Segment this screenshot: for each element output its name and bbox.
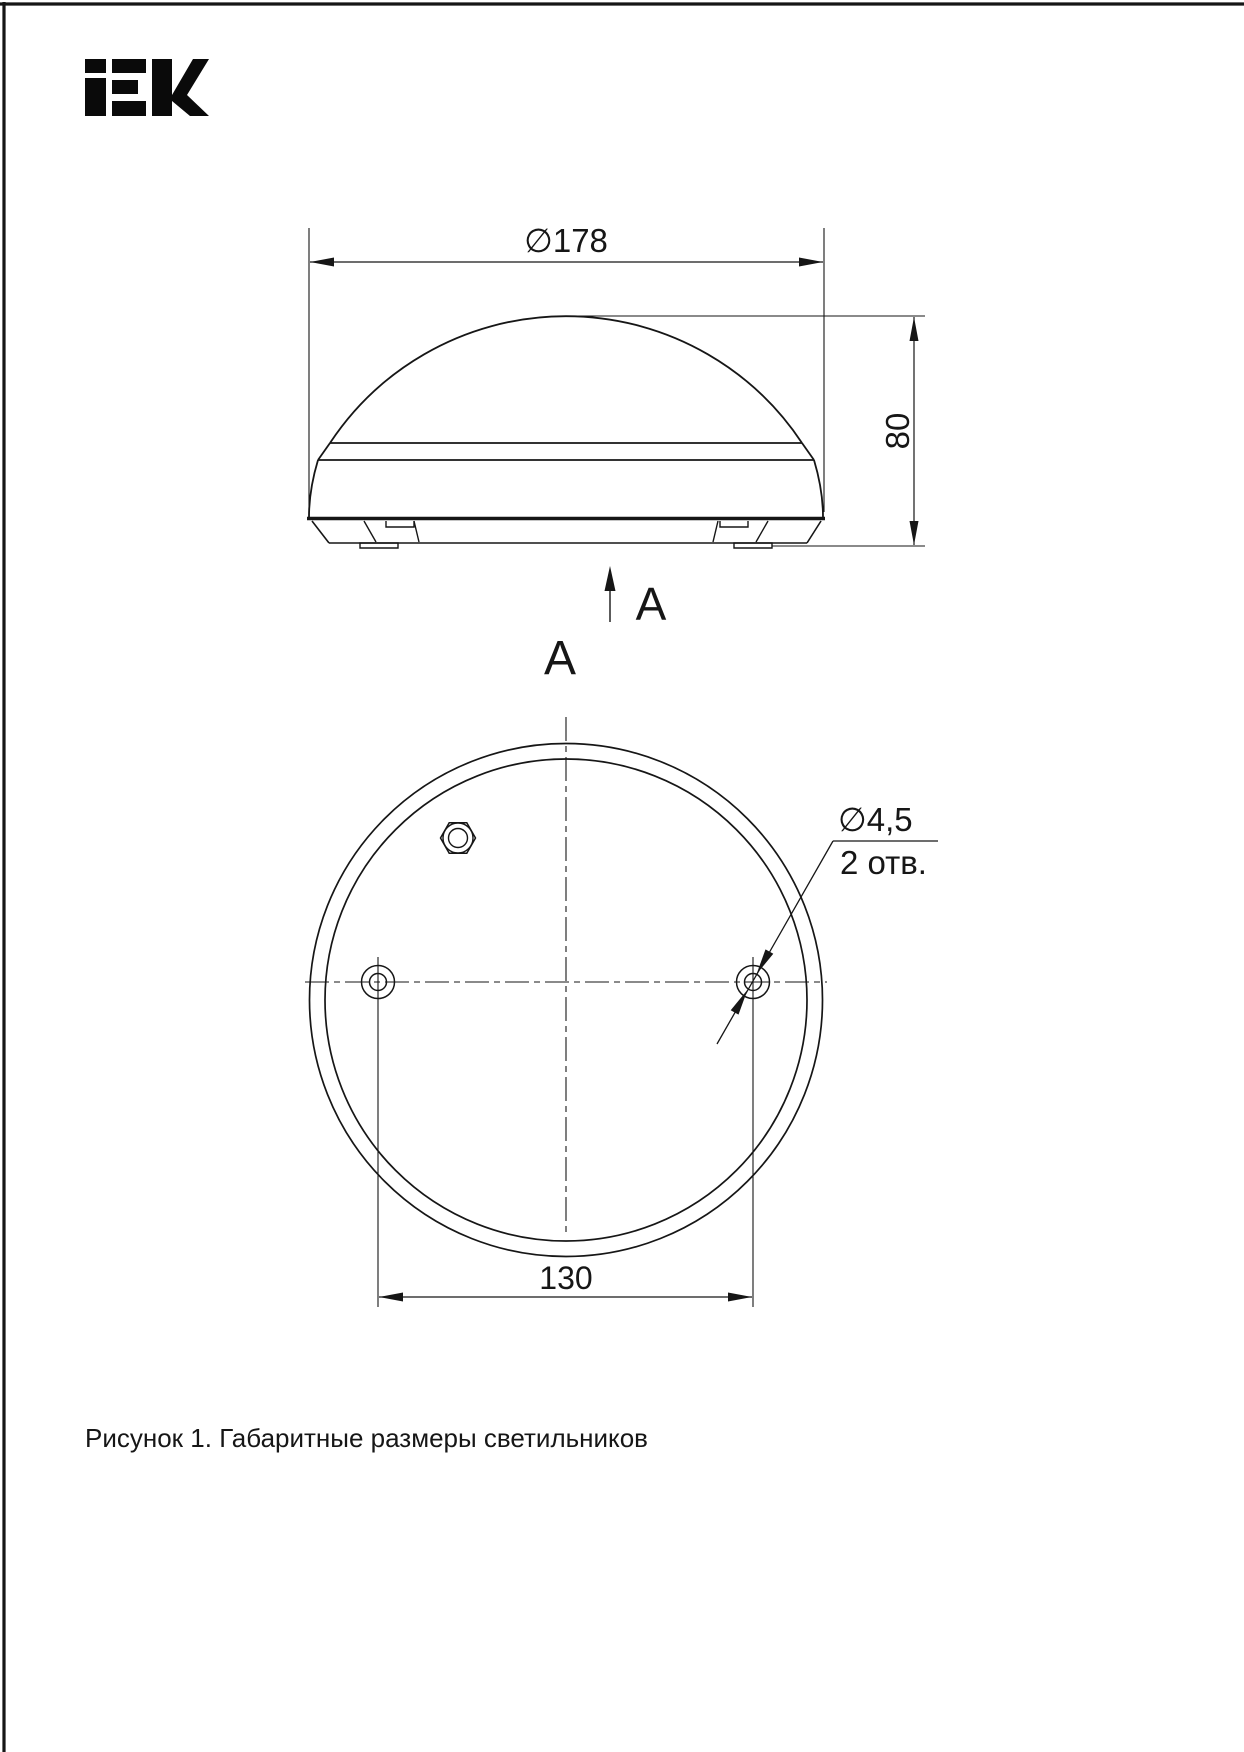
- rim-band: [318, 443, 814, 460]
- right-foot-diagonal-2: [713, 521, 718, 542]
- body-left-edge: [309, 460, 318, 517]
- callout-hole-count: 2 отв.: [840, 844, 927, 881]
- logo-i-stem: [85, 78, 106, 116]
- base: [312, 521, 821, 548]
- logo-e-top-bar: [112, 59, 146, 73]
- rim-left-chamfer: [318, 443, 330, 460]
- left-foot-diagonal: [364, 521, 376, 542]
- top-view: [305, 717, 827, 1257]
- base-left-bevel: [312, 521, 329, 543]
- section-label: A: [543, 632, 577, 685]
- rim-right-chamfer: [802, 443, 814, 460]
- logo-i-dot: [85, 59, 106, 73]
- arrowhead-top: [910, 317, 919, 341]
- dim-diameter-178: [309, 222, 824, 516]
- holes-callout: [717, 801, 938, 1044]
- section-arrow-label: A: [635, 578, 667, 630]
- arrowhead-right: [799, 258, 823, 267]
- base-right-bevel: [807, 521, 821, 543]
- body: [307, 460, 825, 519]
- dome-outline: [330, 316, 802, 443]
- page-frame: [0, 2, 1244, 1752]
- dim-text-height: 80: [879, 412, 916, 450]
- logo-k-legs: [172, 59, 209, 116]
- logo-e-mid-bar: [112, 80, 138, 94]
- hex-nut: [441, 823, 476, 853]
- right-foot-diagonal: [756, 521, 768, 542]
- arrowhead-left: [310, 258, 334, 267]
- nut-hexagon: [441, 823, 476, 853]
- section-arrow: [605, 566, 667, 630]
- arrowhead-bottom: [910, 521, 919, 545]
- right-foot: [713, 521, 772, 548]
- logo-k-stem: [152, 59, 172, 116]
- iek-logo: [85, 59, 209, 116]
- callout-hole-diameter: ∅4,5: [838, 801, 913, 838]
- left-foot: [360, 521, 419, 548]
- logo-e-bottom-bar: [112, 101, 146, 116]
- body-right-edge: [814, 460, 823, 517]
- dim-height-80: [566, 316, 925, 546]
- arrowhead-right: [728, 1293, 752, 1302]
- dim-text-spacing: 130: [539, 1260, 593, 1296]
- left-foot-diagonal-2: [414, 521, 419, 542]
- left-foot-notch: [386, 521, 414, 527]
- figure-caption: Рисунок 1. Габаритные размеры светильников: [85, 1423, 648, 1453]
- arrowhead-left: [379, 1293, 403, 1302]
- nut-bore: [449, 829, 468, 848]
- leader-arrowhead-lower: [731, 990, 748, 1015]
- right-foot-notch: [720, 521, 748, 527]
- nut-washer-circle: [443, 823, 473, 853]
- side-view: [307, 316, 825, 548]
- section-arrowhead: [605, 566, 616, 591]
- dim-text-diameter: ∅178: [524, 222, 608, 259]
